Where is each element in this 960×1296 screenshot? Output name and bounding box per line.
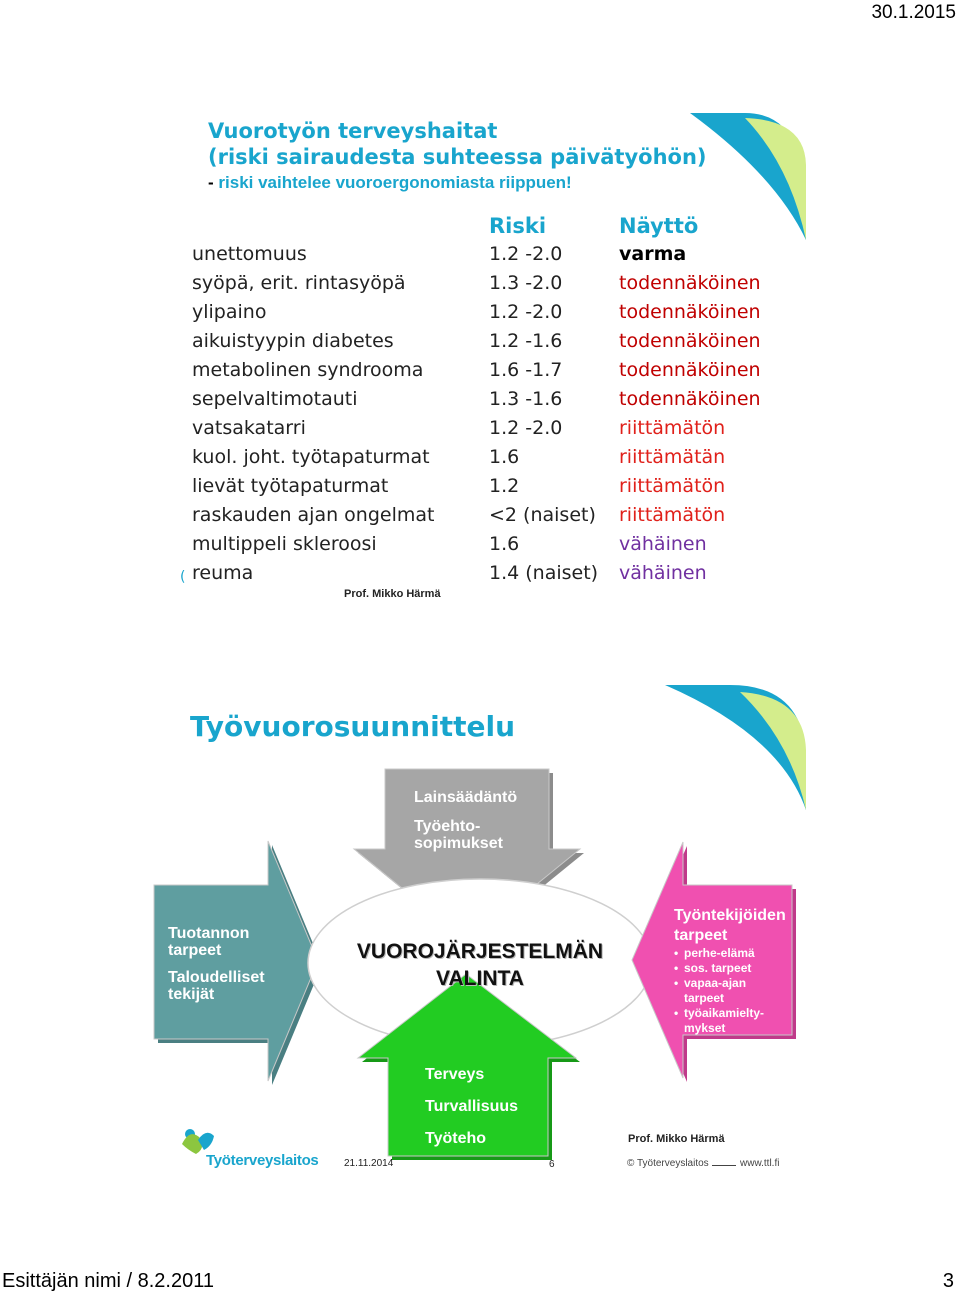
- condition-name: kuol. joht. työtapaturmat: [192, 446, 430, 468]
- condition-name: multippeli skleroosi: [192, 533, 377, 555]
- col-header-risk: Riski: [489, 214, 547, 238]
- evidence-level: todennäköinen: [619, 359, 761, 381]
- condition-name: aikuistyypin diabetes: [192, 330, 394, 352]
- condition-name: metabolinen syndrooma: [192, 359, 424, 381]
- col-header-evidence: Näyttö: [619, 214, 699, 238]
- left-box-text: [168, 925, 265, 1003]
- footer-presenter: Esittäjän nimi / 8.2.2011: [2, 1270, 214, 1292]
- right-title-2: tarpeet: [674, 927, 728, 944]
- center-label: [340, 938, 620, 992]
- risk-value: 1.2 -2.0: [489, 243, 563, 265]
- slide1-title: [208, 118, 707, 196]
- risk-value: <2 (naiset): [489, 504, 596, 526]
- top-box-text: [414, 789, 517, 852]
- evidence-level: riittämätän: [619, 446, 726, 468]
- evidence-level: todennäköinen: [619, 272, 761, 294]
- evidence-level: varma: [619, 243, 687, 265]
- top-box-item-3: sopimukset: [414, 835, 503, 852]
- top-box-item-1: Lainsäädäntö: [414, 789, 518, 806]
- risk-value: 1.6: [489, 446, 520, 468]
- slide2-title: Työvuorosuunnittelu: [190, 710, 516, 743]
- condition-name: vatsakatarri: [192, 417, 306, 439]
- condition-name: syöpä, erit. rintasyöpä: [192, 272, 406, 294]
- left-box-item-1: Tuotannon: [168, 925, 250, 942]
- ttl-logo-text: Työterveyslaitos: [206, 1152, 319, 1169]
- evidence-level: riittämätön: [619, 417, 726, 439]
- right-item: tarpeet: [684, 991, 725, 1005]
- evidence-level: vähäinen: [619, 533, 707, 555]
- right-box-title: [674, 906, 786, 946]
- condition-name: ylipaino: [192, 301, 267, 323]
- header-date: 30.1.2015: [871, 2, 956, 23]
- condition-name: sepelvaltimotauti: [192, 388, 358, 410]
- evidence-level: riittämätön: [619, 475, 726, 497]
- slide2-date: 21.11.2014: [344, 1158, 394, 1169]
- right-box-list: [674, 946, 764, 1036]
- bottom-box-item-1: Terveys: [425, 1066, 485, 1083]
- subtitle: [208, 170, 707, 196]
- evidence-level: todennäköinen: [619, 330, 761, 352]
- left-box-item-4: tekijät: [168, 986, 215, 1003]
- evidence-level: riittämätön: [619, 504, 726, 526]
- footer-page-number: 3: [942, 1270, 954, 1292]
- risk-value: 1.3 -1.6: [489, 388, 563, 410]
- center-line-2: VALINTA: [436, 967, 524, 990]
- condition-name: unettomuus: [192, 243, 307, 265]
- slide1-decoration: [0, 0, 960, 640]
- footer-separator: [712, 1165, 736, 1166]
- slide2-copyright: © Työterveyslaitos: [627, 1158, 709, 1169]
- risk-value: 1.2: [489, 475, 520, 497]
- condition-name: raskauden ajan ongelmat: [192, 504, 435, 526]
- right-item: • perhe-elämä: [674, 946, 764, 961]
- right-item: • vapaa-ajan: [674, 976, 764, 991]
- condition-name: lievät työtapaturmat: [192, 475, 389, 497]
- evidence-level: todennäköinen: [619, 301, 761, 323]
- right-item: mykset: [684, 1021, 726, 1035]
- right-title-1: Työntekijöiden: [674, 907, 786, 924]
- right-item: • sos. tarpeet: [674, 961, 764, 976]
- left-box-item-3: Taloudelliset: [168, 969, 265, 986]
- risk-value: 1.2 -1.6: [489, 330, 563, 352]
- risk-value: 1.3 -2.0: [489, 272, 563, 294]
- title-line-1: Vuorotyön terveyshaitat: [208, 119, 498, 143]
- top-box-item-2: Työehto-: [414, 818, 481, 835]
- svg-text:(: (: [180, 569, 186, 585]
- subtitle-dash: -: [208, 173, 214, 192]
- risk-value: 1.2 -2.0: [489, 417, 563, 439]
- bottom-box-item-2: Turvallisuus: [425, 1098, 519, 1115]
- risk-value: 1.6 -1.7: [489, 359, 563, 381]
- evidence-level: todennäköinen: [619, 388, 761, 410]
- risk-value: 1.4 (naiset): [489, 562, 599, 584]
- subtitle-text: riski vaihtelee vuoroergonomiasta riippuen!: [218, 173, 572, 192]
- right-item: • työaikamielty-: [674, 1006, 764, 1021]
- risk-value: 1.2 -2.0: [489, 301, 563, 323]
- condition-name: reuma: [192, 562, 254, 584]
- ttl-logo-icon: [182, 1129, 214, 1154]
- center-line-1: VUOROJÄRJESTELMÄN: [356, 940, 604, 963]
- bottom-box-text: [425, 1059, 518, 1155]
- evidence-level: vähäinen: [619, 562, 707, 584]
- left-box-item-2: tarpeet: [168, 942, 222, 959]
- slide2-url: www.ttl.fi: [740, 1158, 780, 1169]
- slide2-author: Prof. Mikko Härmä: [628, 1133, 725, 1145]
- risk-value: 1.6: [489, 533, 520, 555]
- slide2-number: 6: [549, 1159, 555, 1170]
- title-line-2: (riski sairaudesta suhteessa päivätyöhön): [208, 145, 707, 169]
- bottom-box-item-3: Työteho: [425, 1130, 487, 1147]
- slide1-author: Prof. Mikko Härmä: [344, 588, 441, 600]
